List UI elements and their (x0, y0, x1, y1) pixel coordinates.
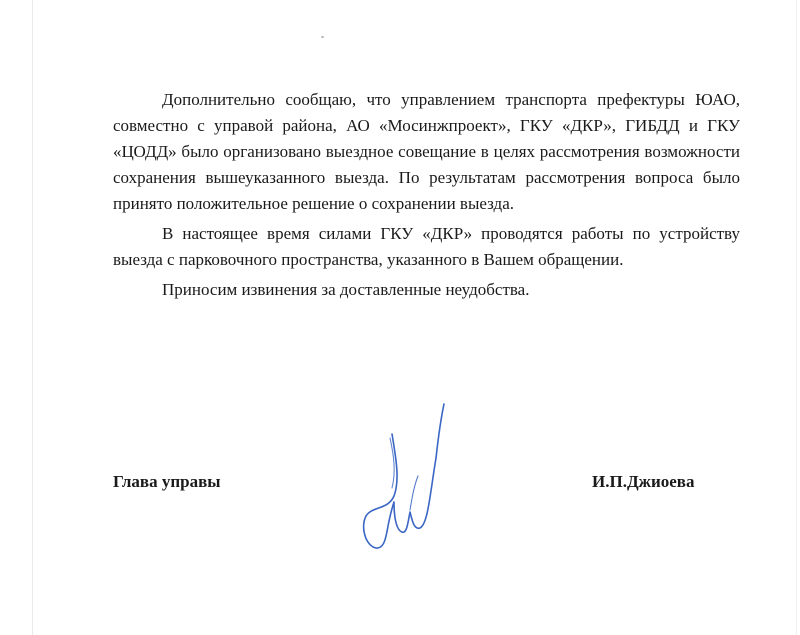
paragraph-apology: Приносим извинения за доставленные неудобства. (162, 280, 530, 299)
scan-edge-left (32, 0, 33, 635)
scan-edge-right (796, 0, 797, 635)
handwritten-signature (350, 398, 460, 558)
paragraph-works: В настоящее время силами ГКУ «ДКР» проводятся работы по устройству выезда с парковочного пространства, указанного в Вашем обращении. (113, 224, 740, 269)
signature-stroke-main (364, 404, 444, 548)
paragraph-meeting: Дополнительно сообщаю, что управлением транспорта префектуры ЮАО, совместно с управой района, АО «Мосинжпроект», ГКУ «ДКР», ГИБДД и ГКУ «ЦОДД» было организовано выездное совещание в целях рассмотрения возможности сохранения вышеуказанного выезда. По результатам рассмотрения вопроса было принято положительное решение о сохранении выезда. (113, 90, 740, 213)
signature-stroke-tail (410, 476, 418, 510)
signature-strokes (364, 404, 444, 548)
scan-speck (321, 36, 324, 38)
letter-body (113, 87, 740, 307)
signer-name: И.П.Джиоева (592, 472, 695, 491)
position-title: Глава управы (113, 472, 221, 491)
